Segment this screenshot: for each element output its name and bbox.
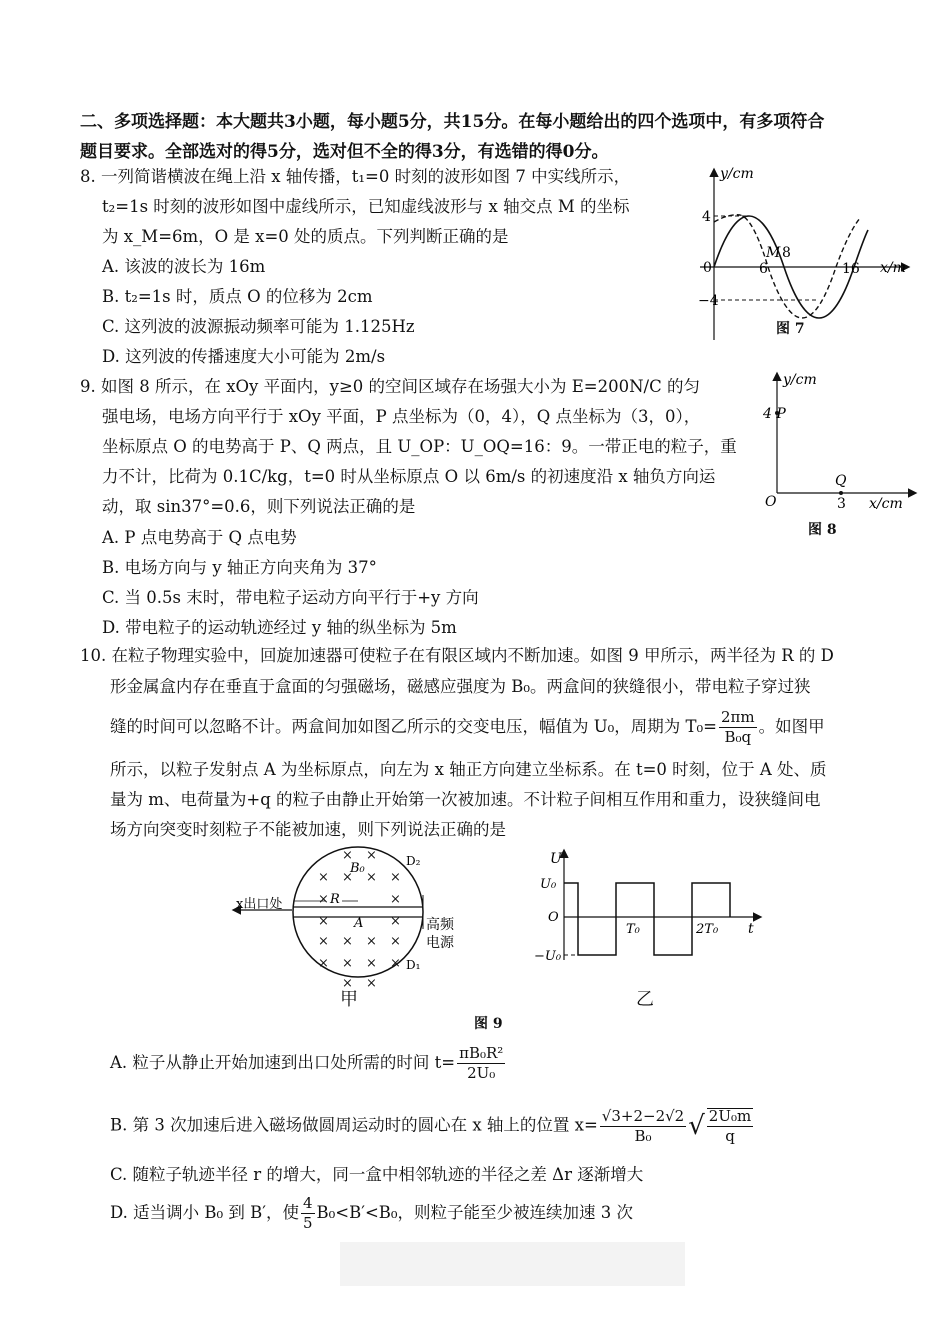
figure-9-left-caption: 甲 xyxy=(340,989,358,1010)
q9-option-a: A. P 点电势高于 Q 点电势 xyxy=(102,528,297,547)
option-d-fraction xyxy=(301,1196,315,1231)
q8-option-b: B. t₂=1s 时，质点 O 的位移为 2cm xyxy=(102,287,373,306)
figure-8-coordinate-graph xyxy=(755,368,925,513)
figure-8-caption: 图 8 xyxy=(808,522,837,538)
svg-text:×: × xyxy=(318,934,329,949)
tick-6: 6 xyxy=(759,261,768,277)
period-den: B₀q xyxy=(724,728,752,746)
a-label: A xyxy=(354,916,364,931)
x-axis-label: x/cm xyxy=(869,496,903,512)
bottom-gray-bar xyxy=(340,1242,685,1286)
option-d-den: 5 xyxy=(302,1214,313,1232)
option-a-num: πB₀R² xyxy=(459,1044,504,1062)
q10-line-3-text: 缝的时间可以忽略不计。两盒间加如图乙所示的交变电压，幅值为 U₀，周期为 T₀= xyxy=(110,717,717,736)
option-b-text: B. 第 3 次加速后进入磁场做圆周运动时的圆心在 x 轴上的位置 x= xyxy=(110,1115,598,1135)
tick-16: 16 xyxy=(842,261,860,277)
svg-text:×: × xyxy=(366,848,377,863)
origin-label: O xyxy=(548,910,559,925)
tick-neg-4: −4 xyxy=(698,293,719,309)
q9-option-c: C. 当 0.5s 末时，带电粒子运动方向平行于+y 方向 xyxy=(102,588,479,607)
svg-text:×: × xyxy=(390,934,401,949)
svg-text:×: × xyxy=(342,934,353,949)
svg-text:×: × xyxy=(342,870,353,885)
q9-line-4: 力不计，比荷为 0.1C/kg，t=0 时从坐标原点 O 以 6m/s 的初速度沿 x 轴负方向运 xyxy=(102,467,716,486)
d1-label: D₁ xyxy=(406,958,421,972)
tick-origin: 0 xyxy=(703,260,712,276)
option-d-text-1: D. 适当调小 B₀ 到 B′，使 xyxy=(110,1203,299,1222)
q10-option-a xyxy=(110,1046,507,1081)
neg-u0-label: −U₀ xyxy=(534,949,562,964)
q10-line-5: 量为 m、电荷量为+q 的粒子由静止开始第一次被加速。不计粒子间相互作用和重力，设狭缝间电 xyxy=(110,790,821,809)
b0-label: B₀ xyxy=(350,861,365,876)
u0-label: U₀ xyxy=(540,877,557,892)
option-b-root xyxy=(707,1108,753,1144)
option-d-text-2: B₀<B′<B₀，则粒子能至少被连续加速 3 次 xyxy=(316,1203,634,1222)
y-axis-label: y/cm xyxy=(783,372,817,388)
q9-line-5: 动，取 sin37°=0.6，则下列说法正确的是 xyxy=(102,497,416,516)
option-b-root-num: 2U₀m xyxy=(708,1107,752,1125)
svg-text:×: × xyxy=(318,870,329,885)
option-b-num: √3+2−2√2 xyxy=(601,1106,685,1125)
y-axis-label: y/cm xyxy=(720,166,754,182)
q9-line-2: 强电场，电场方向平行于 xOy 平面，P 点坐标为（0，4），Q 点坐标为（3，0）， xyxy=(102,407,701,426)
tick-3: 3 xyxy=(837,496,846,512)
tick-8: 8 xyxy=(782,245,791,261)
section-line-2: 题目要求。全部选对的得5分，选对但不全的得3分，有选错的得0分。 xyxy=(80,142,609,162)
figure-9-right-caption: 乙 xyxy=(636,989,654,1010)
svg-text:×: × xyxy=(342,976,353,991)
point-q xyxy=(839,491,843,495)
tick-pos-4: 4 xyxy=(702,209,711,225)
period-num: 2πm xyxy=(720,708,755,726)
t0-label: T₀ xyxy=(626,922,640,937)
svg-text:×: × xyxy=(390,914,401,929)
q-label: Q xyxy=(835,473,847,489)
figure-7-wave-graph xyxy=(690,160,920,350)
q8-line-2: t₂=1s 时刻的波形如图中虚线所示，已知虚线波形与 x 轴交点 M 的坐标 xyxy=(102,197,630,216)
svg-text:×: × xyxy=(390,870,401,885)
q8-line-1: 8. 一列简谐横波在绳上沿 x 轴传播，t₁=0 时刻的波形如图 7 中实线所示， xyxy=(80,167,631,186)
q9-line-3: 坐标原点 O 的电势高于 P、Q 两点，且 U_OP：U_OQ=16：9。一带正电的粒子，重 xyxy=(102,437,737,456)
svg-text:×: × xyxy=(318,956,329,971)
q9-line-1: 9. 如图 8 所示，在 xOy 平面内，y≥0 的空间区域存在场强大小为 E=200N/C 的匀 xyxy=(80,377,700,396)
q10-line-4: 所示，以粒子发射点 A 为坐标原点，向左为 x 轴正方向建立坐标系。在 t=0 时刻，位于 A 处、质 xyxy=(110,760,827,779)
square-wave xyxy=(564,883,730,955)
q8-option-d: D. 这列波的传播速度大小可能为 2m/s xyxy=(102,347,386,366)
option-b-fraction xyxy=(600,1106,686,1145)
svg-text:×: × xyxy=(366,870,377,885)
svg-text:×: × xyxy=(318,892,329,907)
q10-line-3 xyxy=(110,710,825,745)
q10-option-b xyxy=(110,1108,755,1144)
q10-line-2: 形金属盒内存在垂直于盒面的匀强磁场，磁感应强度为 B₀。两盒间的狭缝很小，带电粒子穿过狭 xyxy=(110,677,811,696)
q9-option-b: B. 电场方向与 y 轴正方向夹角为 37° xyxy=(102,558,377,577)
option-b-root-den: q xyxy=(725,1127,735,1145)
p-label: 4 P xyxy=(763,406,786,422)
svg-text:×: × xyxy=(366,934,377,949)
x-axis-label: x/m xyxy=(880,260,906,276)
svg-text:×: × xyxy=(342,848,353,863)
svg-text:×: × xyxy=(342,956,353,971)
option-a-text: A. 粒子从静止开始加速到出口处所需的时间 t= xyxy=(110,1053,456,1072)
option-a-den: 2U₀ xyxy=(467,1064,496,1082)
sqrt-sign: √ xyxy=(688,1111,705,1141)
origin-label: O xyxy=(765,494,777,510)
option-a-fraction xyxy=(457,1046,505,1081)
hf-source-line-2: 电源 xyxy=(426,935,454,951)
figure-9-voltage-wave xyxy=(530,845,770,970)
point-m-label: M xyxy=(766,245,781,261)
q10-option-d xyxy=(110,1196,633,1231)
hf-source-line-1: 高频 xyxy=(426,917,454,933)
q8-line-3: 为 x_M=6m，O 是 x=0 处的质点。下列判断正确的是 xyxy=(102,227,509,246)
t-label: t xyxy=(748,921,754,937)
svg-text:×: × xyxy=(366,976,377,991)
u-label: U xyxy=(550,851,562,867)
svg-text:×: × xyxy=(390,892,401,907)
svg-text:×: × xyxy=(318,914,329,929)
period-fraction xyxy=(719,710,757,745)
q10-line-1: 10. 在粒子物理实验中，回旋加速器可使粒子在有限区域内不断加速。如图 9 甲所示，两半径为 R 的 D xyxy=(80,646,834,665)
exit-label: x出口处 xyxy=(236,897,283,912)
section-line-1: 二、多项选择题：本大题共3小题，每小题5分，共15分。在每小题给出的四个选项中，有多项符合 xyxy=(80,112,825,132)
q8-option-a: A. 该波的波长为 16m xyxy=(102,257,266,276)
option-d-num: 4 xyxy=(302,1194,313,1212)
svg-text:×: × xyxy=(366,956,377,971)
svg-text:×: × xyxy=(390,956,401,971)
q8-option-c: C. 这列波的波源振动频率可能为 1.125Hz xyxy=(102,317,415,336)
q10-option-c: C. 随粒子轨迹半径 r 的增大，同一盒中相邻轨迹的半径之差 Δr 逐渐增大 xyxy=(110,1165,644,1184)
figure-7-caption: 图 7 xyxy=(776,321,805,337)
r-label: R xyxy=(330,892,340,907)
q10-line-3-tail: 。如图甲 xyxy=(758,717,825,736)
d2-label: D₂ xyxy=(406,854,421,868)
option-b-den: B₀ xyxy=(634,1126,652,1145)
figure-9-caption: 图 9 xyxy=(474,1016,503,1032)
q10-line-6: 场方向突变时刻粒子不能被加速，则下列说法正确的是 xyxy=(110,820,506,839)
q9-option-d: D. 带电粒子的运动轨迹经过 y 轴的纵坐标为 5m xyxy=(102,618,457,637)
two-t0-label: 2T₀ xyxy=(696,922,719,937)
